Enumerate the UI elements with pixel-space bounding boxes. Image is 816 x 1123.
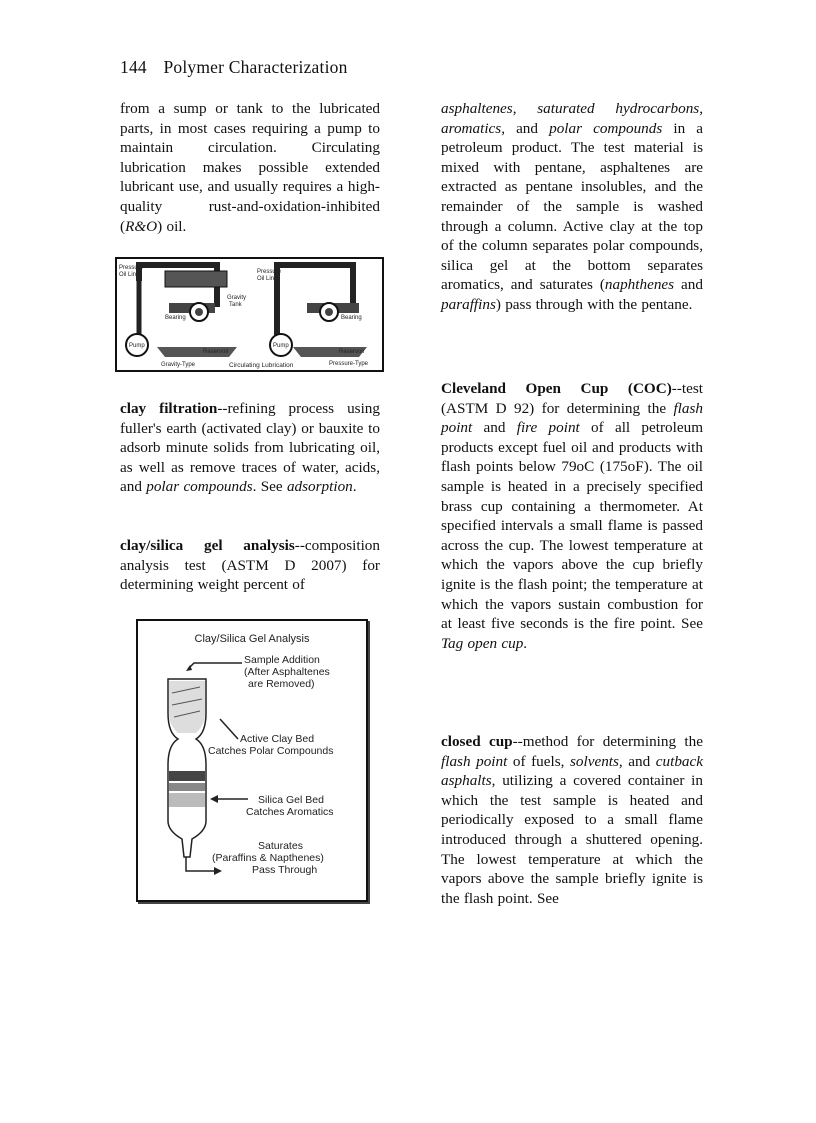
clay-column-diagram <box>138 621 366 900</box>
entry-closed-cup: closed cup--method for determining the flash point of fuels, solvents, and cutback asphalts, utilizing a covered container in which the test sample is heated and periodically exposed to a small flame introduced through a shuttered opening. The lowest temperature at which the vapors above the sample briefly ignite is the flash point. See <box>441 733 703 907</box>
label-bearing-right: Bearing <box>341 315 362 321</box>
page-number: 144 <box>120 57 147 77</box>
running-header <box>120 57 348 78</box>
caption-circulating: Circulating Lubrication <box>229 362 294 369</box>
clay-arrow <box>220 719 238 739</box>
entry-clay-filtration: clay filtration--refining process using fuller's earth (activated clay) or bauxite to adsorb minute solids from lubricating oil, as well as remove traces of water, acids, and polar compounds. See adsorption. <box>120 400 380 496</box>
figure-title: Clay/Silica Gel Analysis <box>194 633 310 645</box>
ref-tag-open-cup: Tag open cup <box>441 634 524 652</box>
figure-clay-silica-gel <box>136 619 368 902</box>
ref-polar-compounds: polar compounds <box>146 478 253 496</box>
label-reservoir-left: Reservoir <box>203 349 229 355</box>
label-gravity-tank: Gravity <box>227 295 247 301</box>
label-reservoir-right: Reservoir <box>339 349 365 355</box>
label-sample-addition: Sample Addition <box>244 654 320 666</box>
caption-gravity-type: Gravity-Type <box>161 362 196 368</box>
label-pressure-left: Pressure <box>119 265 144 271</box>
label-bearing-left: Bearing <box>165 315 186 321</box>
entry-cleveland-open-cup: Cleveland Open Cup (COC)--test (ASTM D 92) for determining the flash point and fire point of all petroleum products except fuel oil and products with flash points below 79oC (175oF). The oil sample is heated in a precisely specified brass cup containing a thermometer. At specified intervals a small flame is passed across the cup. The lowest temperature at which the vapors above the cup briefly ignite is the flash point; the temperature at which the vapors sustain combustion for at least five seconds is the fire point. See Tag open cup. <box>441 380 704 652</box>
svg-text:Oil Line: Oil Line <box>119 272 140 278</box>
lubrication-diagram <box>117 259 382 370</box>
svg-text:Catches Polar Compounds: Catches Polar Compounds <box>208 745 334 757</box>
label-pump-left: Pump <box>129 343 145 349</box>
entry-clay-silica-gel: clay/silica gel analysis--composition analysis test (ASTM D 2007) for determining weight percent of <box>120 537 380 594</box>
silica-band-dark <box>169 771 205 781</box>
svg-text:are Removed): are Removed) <box>248 678 315 690</box>
caption-pressure-type: Pressure-Type <box>329 361 369 367</box>
label-pressure-right: Pressure <box>257 269 282 275</box>
ref-adsorption: adsorption <box>286 478 353 496</box>
label-clay-bed: Active Clay Bed <box>240 733 315 745</box>
label-pump-right: Pump <box>273 343 289 349</box>
label-silica-bed: Silica Gel Bed <box>258 794 324 806</box>
gravity-tank-shape <box>165 271 227 287</box>
right-pipe <box>277 265 353 339</box>
left-column <box>120 99 380 236</box>
svg-text:Catches Aromatics: Catches Aromatics <box>246 806 334 818</box>
term-closed-cup: closed cup <box>441 733 513 750</box>
term-clay-filtration: clay filtration <box>120 400 218 417</box>
figure-circulating-lubrication <box>115 257 384 372</box>
term-cleveland-open-cup: Cleveland Open Cup (COC) <box>441 380 672 397</box>
svg-text:Pass Through: Pass Through <box>252 864 318 876</box>
svg-text:Tank: Tank <box>229 302 242 308</box>
right-column-continuation: asphaltenes, saturated hydrocarbons, aromatics, and polar compounds in a petroleum product. The test material is mixed with pentane, asphaltenes are extracted as pentane insolubles, and the remainder of the sample is washed through a column. Active clay at the top of the column separates polar compounds, silica gel at the bottom separates aromatics, and saturates (naphthenes and paraffins) pass through with the pentane. <box>441 100 704 313</box>
svg-text:(After Asphaltenes: (After Asphaltenes <box>244 666 330 678</box>
running-title: Polymer Characterization <box>163 57 348 77</box>
sample-arrow <box>188 663 242 669</box>
svg-text:Oil Line: Oil Line <box>257 276 278 282</box>
paragraph-circulating: from a sump or tank to the lubricated parts, in most cases requiring a pump to maintain circulation. Circulating lubrication makes possible extended lubricant use, and usually requires a high-quality rust-and-oxidation-inhibited (R&O) oil. <box>120 100 380 235</box>
term-clay-silica-gel-analysis: clay/silica gel analysis <box>120 537 295 554</box>
svg-text:(Paraffins & Napthenes): (Paraffins & Napthenes) <box>212 852 324 864</box>
label-saturates: Saturates <box>258 840 303 852</box>
